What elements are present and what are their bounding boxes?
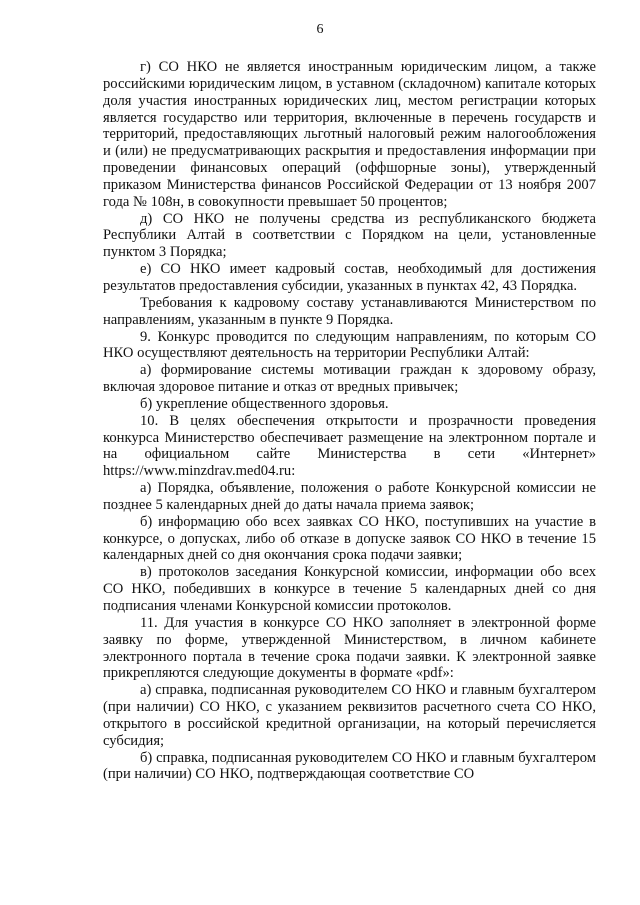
paragraph-direction-b: б) укрепление общественного здоровья. xyxy=(140,395,389,412)
paragraph-publication-b: б) информацию обо всех заявках СО НКО, поступивших на участие в конкурсе, о допусках, либо об отказе в допуске заявок СО НКО в течение 15 календарных дней со дня окончания срока подачи заявки; xyxy=(103,513,596,564)
paragraph-section-10: 10. В целях обеспечения открытости и прозрачности проведения конкурса Министерство обеспечивает размещение на электронном портале и на официальном сайте Министерства в сети «Интернет» https://www.minzdrav.med04.ru: xyxy=(103,412,596,480)
paragraph-direction-a: а) формирование системы мотивации граждан к здоровому образу, включая здоровое питание и отказ от вредных привычек; xyxy=(103,362,596,396)
paragraph-requirement-g: г) СО НКО не является иностранным юридическим лицом, а также российскими юридическим лицом, в уставном (складочном) капитале которых доля участия иностранных юридических лиц, местом регистрации которых является государство или территория, включенные в перечень государств и территорий, предоставляющих льготный налоговый режим налогообложения и (или) не предусматривающих раскрытия и предоставления информации при проведении финансовых операций (оффшорные зоны), утвержденный приказом Министерства финансов Российской Федерации от 13 ноября 2007 года № 108н, в совокупности превышает 50 процентов; xyxy=(103,59,596,210)
paragraph-requirement-d: д) СО НКО не получены средства из республиканского бюджета Республики Алтай в соответствии с Порядком на цели, установленные пунктом 3 Порядка; xyxy=(103,210,596,261)
paragraph-section-9: 9. Конкурс проводится по следующим направлениям, по которым СО НКО осуществляют деятельность на территории Республики Алтай: xyxy=(103,328,596,362)
paragraph-section-11: 11. Для участия в конкурсе СО НКО заполняет в электронной форме заявку по форме, утвержденной Министерством, в личном кабинете электронного портала в течение срока подачи заявки. К электронной заявке прикрепляются следующие документы в формате «pdf»: xyxy=(103,614,596,682)
paragraph-requirement-e: е) СО НКО имеет кадровый состав, необходимый для достижения результатов предоставления субсидии, указанных в пунктах 42, 43 Порядка. xyxy=(103,261,596,294)
document-body xyxy=(103,59,596,783)
page-number: 6 xyxy=(316,22,324,37)
paragraph-publication-v: в) протоколов заседания Конкурсной комиссии, информации обо всех СО НКО, победивших в конкурсе в течение 5 календарных дней со дня подписания членами Конкурсной комиссии протоколов. xyxy=(103,564,596,614)
paragraph-document-b: б) справка, подписанная руководителем СО НКО и главным бухгалтером (при наличии) СО НКО, подтверждающая соответствие СО xyxy=(103,749,596,783)
paragraph-publication-a: а) Порядка, объявление, положения о работе Конкурсной комиссии не позднее 5 календарных дней до даты начала приема заявок; xyxy=(103,480,596,513)
paragraph-staff-requirements: Требования к кадровому составу устанавливаются Министерством по направлениям, указанным в пункте 9 Порядка. xyxy=(103,294,596,328)
paragraph-document-a: а) справка, подписанная руководителем СО НКО и главным бухгалтером (при наличии) СО НКО, с указанием реквизитов расчетного счета СО НКО, открытого в российской кредитной организации, на который перечисляется субсидия; xyxy=(103,682,596,749)
